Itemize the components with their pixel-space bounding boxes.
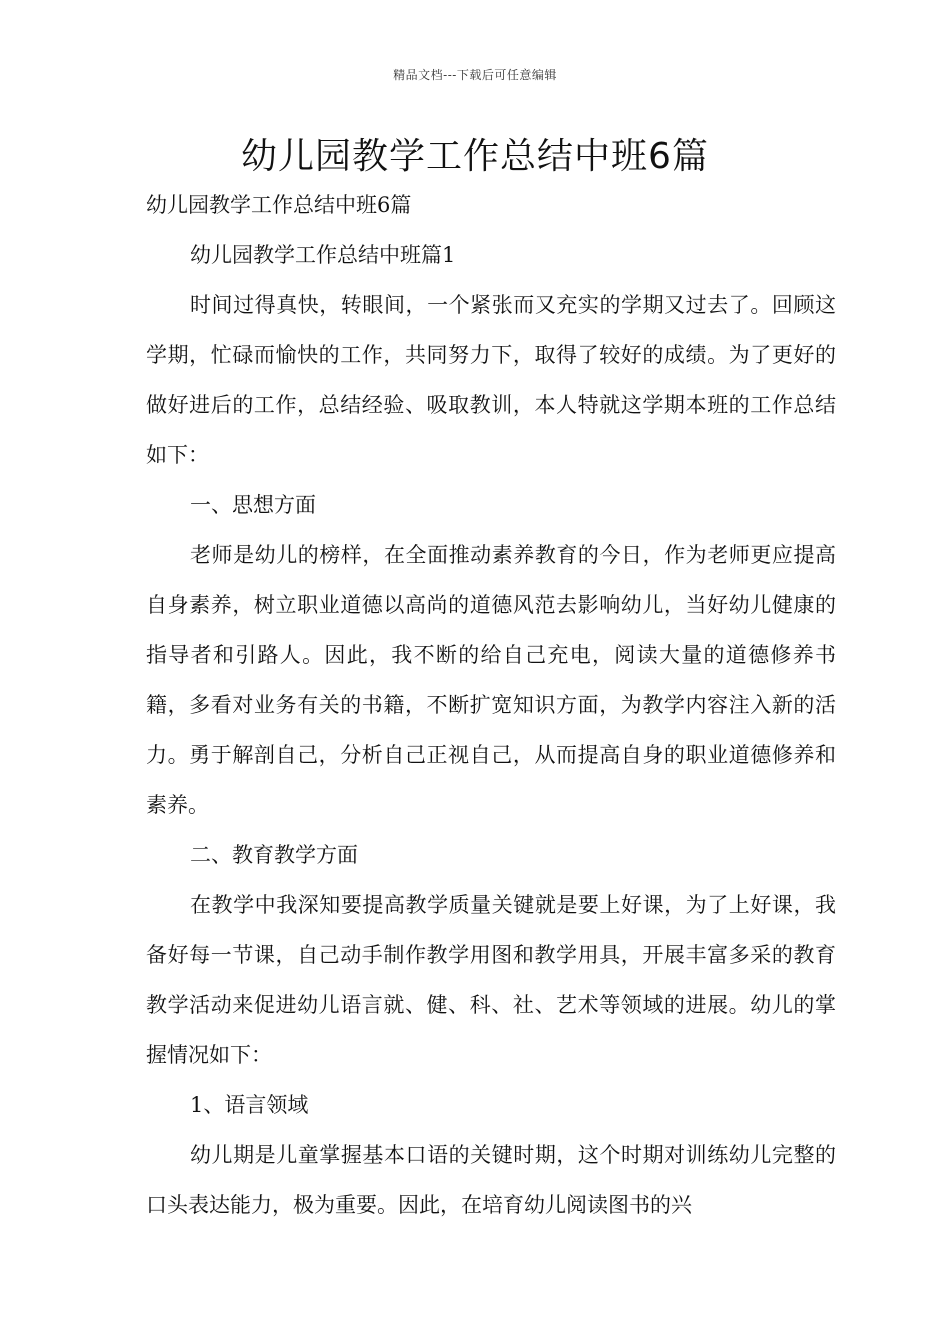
- paragraph-language: 幼儿期是儿童掌握基本口语的关键时期，这个时期对训练幼儿完整的口头表达能力，极为重要。因此，在培育幼儿阅读图书的兴: [146, 1143, 836, 1217]
- section-heading-thought: 一、思想方面: [190, 493, 316, 517]
- paragraph-teaching: 在教学中我深知要提高教学质量关键就是要上好课，为了上好课，我备好每一节课，自己动手制作教学用图和教学用具，开展丰富多采的教育教学活动来促进幼儿语言就、健、科、社、艺术等领域的进展。幼儿的掌握情况如下：: [146, 893, 836, 1067]
- document-title: 幼儿园教学工作总结中班6篇: [241, 136, 709, 177]
- paragraph-intro: 时间过得真快，转眼间，一个紧张而又充实的学期又过去了。回顾这学期，忙碌而愉快的工作，共同努力下，取得了较好的成绩。为了更好的做好进后的工作，总结经验、吸取教训，本人特就这学期本班的工作总结如下：: [146, 293, 836, 467]
- section-heading-part1: 幼儿园教学工作总结中班篇1: [190, 243, 456, 267]
- section-heading-teaching: 二、教育教学方面: [190, 843, 358, 867]
- subtitle-line: 幼儿园教学工作总结中班6篇: [146, 193, 412, 217]
- document-body: [146, 180, 836, 1230]
- paragraph-thought: 老师是幼儿的榜样，在全面推动素养教育的今日，作为老师更应提高自身素养，树立职业道德以高尚的道德风范去影响幼儿，当好幼儿健康的指导者和引路人。因此，我不断的给自己充电，阅读大量的道德修养书籍，多看对业务有关的书籍，不断扩宽知识方面，为教学内容注入新的活力。勇于解剖自己，分析自己正视自己，从而提高自身的职业道德修养和素养。: [146, 543, 836, 817]
- section-heading-language: 1、语言领域: [190, 1093, 309, 1117]
- header-note: 精品文档---下载后可任意编辑: [393, 68, 557, 82]
